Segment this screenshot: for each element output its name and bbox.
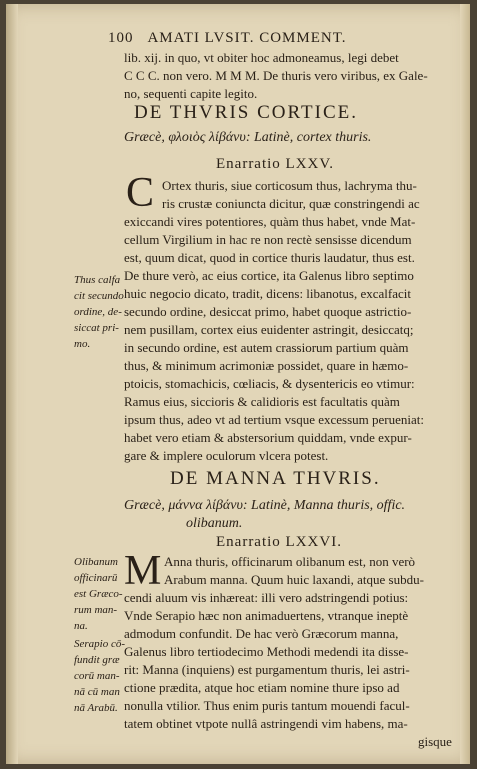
- text-line: Galenus libro tertiodecimo Methodi medendi ita disse-: [124, 644, 409, 659]
- section-title: DE THVRIS CORTICE.: [134, 102, 358, 123]
- text-line: est, quum dicat, quod in cortice thuris laudatur, thus est.: [124, 250, 415, 265]
- intro-line: no, sequenti capite legito.: [124, 86, 258, 101]
- page-number: 100: [108, 30, 134, 46]
- margin-note-line: mo.: [74, 338, 91, 350]
- margin-note-line: corū man-: [74, 670, 120, 682]
- margin-note-line: ordine, de-: [74, 306, 122, 318]
- book-page: [6, 4, 470, 764]
- text-line: cendi aluum vis inhæreat: illi vero adstringendi potius:: [124, 590, 409, 605]
- section-names: Græcè, μάννα λίβάνυ: Latinè, Manna thuris, offic.: [124, 498, 406, 513]
- section-names: olibanum.: [186, 516, 243, 531]
- margin-note-line: fundit græ: [74, 654, 120, 666]
- catchword: gisque: [418, 734, 452, 749]
- text-line: rit: Manna (inquiens) est purgamentum thuris, lei astri-: [124, 662, 410, 677]
- margin-note-line: Thus calfa: [74, 274, 121, 286]
- page-edge: [460, 4, 470, 764]
- margin-note-line: siccat pri-: [74, 322, 119, 334]
- text-line: thus, & minimum acrimoniæ possidet, quare in hæmo-: [124, 358, 409, 373]
- text-line: huic negocio dicato, tradit, dicens: libanotus, excalfacit: [124, 286, 411, 301]
- text-line: nem pusillam, cortex eius euidenter astringit, desiccatq;: [124, 322, 414, 337]
- margin-note-line: cit secundo: [74, 290, 124, 302]
- text-line: ris crustæ coniuncta dicitur, quæ constringendi ac: [162, 196, 420, 211]
- margin-note-line: Olibanum: [74, 556, 118, 568]
- margin-note-line: Serapio cō-: [74, 638, 126, 650]
- section-names: Græcè, φλοιὸς λίβάνυ: Latinè, cortex thuris.: [124, 130, 372, 145]
- text-line: gare & implere oculorum vlcera potest.: [124, 448, 329, 463]
- text-line: ptoicis, stomachicis, cœliacis, & dysentericis eo vtimur:: [124, 376, 415, 391]
- text-line: in secundo ordine, est autem crassiorum partium quàm: [124, 340, 409, 355]
- text-line: Arabum manna. Quum huic laxandi, atque subdu-: [164, 572, 424, 587]
- text-line: tatem obtinet vtpote nullâ astringendi vim habens, ma-: [124, 716, 408, 731]
- enarratio-heading: Enarratio LXXVI.: [216, 534, 342, 550]
- text-line: Vnde Serapio hæc non animaduertens, vtranque ineptè: [124, 608, 409, 623]
- text-line: ctione prædita, atque hoc etiam nomine thure ipso ad: [124, 680, 400, 695]
- text-line: ipsum thus, adeo vt ad tertium vsque excessum perueniat:: [124, 412, 425, 427]
- running-title: AMATI LVSIT. COMMENT.: [147, 30, 347, 46]
- text-line: Ortex thuris, siue corticosum thus, lachryma thu-: [162, 178, 417, 193]
- text-line: habet vero etiam & abstersorium quiddam, vnde expur-: [124, 430, 412, 445]
- intro-line: C C C. non vero. M M M. De thuris vero viribus, ex Gale-: [124, 68, 428, 83]
- enarratio-heading: Enarratio LXXV.: [216, 156, 335, 172]
- intro-line: lib. xij. in quo, vt obiter hoc admoneamus, legi debet: [124, 50, 399, 65]
- text-line: De thure verò, ac eius cortice, ita Galenus libro septimo: [124, 268, 414, 283]
- margin-note-line: na.: [74, 620, 88, 632]
- drop-cap: C: [126, 170, 155, 216]
- margin-note-line: nā Arabū.: [74, 702, 118, 714]
- drop-cap: M: [124, 548, 162, 594]
- text-line: secundo ordine, desiccat primo, habet quoque astrictio-: [124, 304, 412, 319]
- text-line: exiccandi vires potentiores, quàm thus habet, vnde Mat-: [124, 214, 416, 229]
- page-gutter: [6, 4, 18, 764]
- text-line: cellum Virgilium in hac re non rectè sensisse dicendum: [124, 232, 412, 247]
- running-header: [108, 30, 347, 47]
- margin-note-line: officinarū: [74, 572, 118, 584]
- text-line: admodum confundit. De hac verò Græcorum manna,: [124, 626, 399, 641]
- margin-note-line: rum man-: [74, 604, 118, 616]
- text-line: Anna thuris, officinarum olibanum est, non verò: [164, 554, 416, 569]
- text-line: nonulla vtilior. Thus enim puris tantum mouendi facul-: [124, 698, 410, 713]
- margin-note-line: nā cū man: [74, 686, 120, 698]
- section-title: DE MANNA THVRIS.: [170, 468, 381, 489]
- margin-note-line: est Græco-: [74, 588, 123, 600]
- text-line: Ramus eius, siccioris & calidioris est facultatis quàm: [124, 394, 400, 409]
